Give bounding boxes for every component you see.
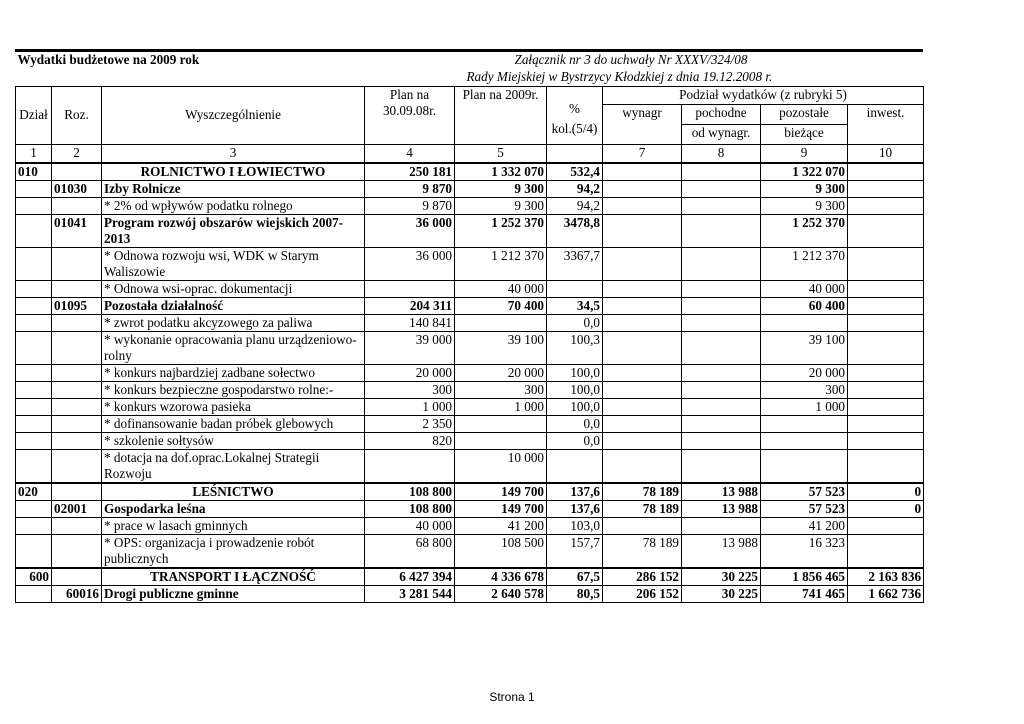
cell-poch: 30 225 — [682, 568, 761, 586]
cell-plan: 820 — [365, 432, 455, 449]
chapter-row — [16, 214, 924, 247]
cell-plan2009: 1 000 — [455, 398, 547, 415]
cell-poch — [682, 432, 761, 449]
cell-name: * konkurs najbardziej zadbane sołectwo — [102, 364, 365, 381]
cell-name: * konkurs bezpieczne gospodarstwo rolne:- — [102, 381, 365, 398]
cell-pozost: 57 523 — [761, 500, 848, 517]
cell-wynagr — [603, 432, 682, 449]
cell-plan2009: 149 700 — [455, 500, 547, 517]
cell-wynagr — [603, 180, 682, 197]
cell-plan: 108 800 — [365, 483, 455, 501]
cell-poch — [682, 517, 761, 534]
cell-wynagr — [603, 381, 682, 398]
cell-roz — [52, 432, 102, 449]
cell-poch — [682, 398, 761, 415]
cell-wynagr — [603, 314, 682, 331]
cell-wynagr: 286 152 — [603, 568, 682, 586]
cell-plan: 6 427 394 — [365, 568, 455, 586]
col-num: 7 — [603, 144, 682, 163]
cell-wynagr — [603, 163, 682, 181]
cell-pozost: 16 323 — [761, 534, 848, 568]
cell-name: * prace w lasach gminnych — [102, 517, 365, 534]
page-footer: Strona 1 — [489, 690, 535, 704]
cell-pozost — [761, 432, 848, 449]
cell-inw — [848, 381, 924, 398]
cell-wynagr — [603, 415, 682, 432]
table-row — [16, 364, 924, 381]
cell-plan2009: 10 000 — [455, 449, 547, 483]
col-header-dzial: Dział — [16, 86, 52, 144]
col-header-wyszczegolnienie: Wyszczególnienie — [102, 86, 365, 144]
cell-plan: 3 281 544 — [365, 585, 455, 602]
cell-poch: 13 988 — [682, 500, 761, 517]
cell-plan2009: 1 332 070 — [455, 163, 547, 181]
col-header-pochodne-sub: od wynagr. — [682, 124, 761, 144]
cell-dzial — [16, 381, 52, 398]
col-num: 1 — [16, 144, 52, 163]
cell-plan: 9 870 — [365, 197, 455, 214]
table-row — [16, 314, 924, 331]
cell-inw — [848, 180, 924, 197]
cell-plan: 20 000 — [365, 364, 455, 381]
cell-pct — [547, 280, 603, 297]
cell-poch: 13 988 — [682, 534, 761, 568]
col-header-pochodne: pochodne — [682, 104, 761, 124]
table-row — [16, 197, 924, 214]
cell-name: Gospodarka leśna — [102, 500, 365, 517]
cell-pct: 3367,7 — [547, 247, 603, 280]
cell-pozost: 20 000 — [761, 364, 848, 381]
cell-dzial — [16, 180, 52, 197]
cell-pozost: 9 300 — [761, 197, 848, 214]
cell-roz — [52, 247, 102, 280]
cell-name: * dotacja na dof.oprac.Lokalnej Strategii Rozwoju — [102, 449, 365, 483]
cell-plan2009: 41 200 — [455, 517, 547, 534]
cell-pct: 3478,8 — [547, 214, 603, 247]
cell-roz: 60016 — [52, 585, 102, 602]
section-row — [16, 163, 924, 181]
cell-plan2009: 1 252 370 — [455, 214, 547, 247]
col-header-podzial: Podział wydatków (z rubryki 5) — [603, 86, 924, 104]
cell-inw: 1 662 736 — [848, 585, 924, 602]
col-header-pozostale-sub: bieżące — [761, 124, 848, 144]
cell-plan: 1 000 — [365, 398, 455, 415]
cell-name: * konkurs wzorowa pasieka — [102, 398, 365, 415]
cell-roz: 01095 — [52, 297, 102, 314]
cell-dzial — [16, 449, 52, 483]
cell-inw — [848, 247, 924, 280]
cell-poch: 30 225 — [682, 585, 761, 602]
cell-roz: 02001 — [52, 500, 102, 517]
cell-inw — [848, 163, 924, 181]
cell-plan: 250 181 — [365, 163, 455, 181]
cell-wynagr — [603, 331, 682, 364]
cell-poch — [682, 449, 761, 483]
cell-plan2009: 9 300 — [455, 180, 547, 197]
cell-roz — [52, 398, 102, 415]
cell-pozost: 1 252 370 — [761, 214, 848, 247]
chapter-row — [16, 585, 924, 602]
cell-pozost: 1 856 465 — [761, 568, 848, 586]
cell-plan2009: 9 300 — [455, 197, 547, 214]
cell-pct: 137,6 — [547, 500, 603, 517]
cell-wynagr — [603, 364, 682, 381]
cell-roz — [52, 331, 102, 364]
cell-inw: 0 — [848, 483, 924, 501]
table-row — [16, 449, 924, 483]
table-row — [16, 534, 924, 568]
cell-dzial — [16, 247, 52, 280]
cell-dzial — [16, 331, 52, 364]
cell-poch: 13 988 — [682, 483, 761, 501]
cell-dzial: 600 — [16, 568, 52, 586]
cell-inw — [848, 398, 924, 415]
cell-wynagr — [603, 280, 682, 297]
cell-wynagr — [603, 247, 682, 280]
cell-dzial — [16, 280, 52, 297]
cell-pozost: 1 322 070 — [761, 163, 848, 181]
cell-pct: 94,2 — [547, 180, 603, 197]
cell-inw — [848, 432, 924, 449]
cell-pozost: 57 523 — [761, 483, 848, 501]
annex-line-1: Załącznik nr 3 do uchwały Nr XXXV/324/08 — [514, 52, 748, 67]
percent-label: % — [569, 101, 580, 116]
chapter-row — [16, 180, 924, 197]
cell-pozost: 40 000 — [761, 280, 848, 297]
cell-pozost: 1 000 — [761, 398, 848, 415]
cell-pozost — [761, 449, 848, 483]
cell-wynagr: 78 189 — [603, 500, 682, 517]
cell-plan2009: 20 000 — [455, 364, 547, 381]
cell-dzial — [16, 585, 52, 602]
cell-poch — [682, 247, 761, 280]
cell-name: * 2% od wpływów podatku rolnego — [102, 197, 365, 214]
cell-dzial — [16, 415, 52, 432]
cell-inw — [848, 314, 924, 331]
cell-plan: 36 000 — [365, 247, 455, 280]
plan-na-label: Plan na — [389, 86, 430, 102]
cell-pct: 137,6 — [547, 483, 603, 501]
table-body — [16, 163, 924, 603]
cell-poch — [682, 163, 761, 181]
col-num: 5 — [455, 144, 547, 163]
cell-plan2009: 300 — [455, 381, 547, 398]
cell-roz — [52, 534, 102, 568]
col-header-plan-2009: Plan na 2009r. — [455, 86, 547, 144]
cell-inw — [848, 415, 924, 432]
cell-poch — [682, 364, 761, 381]
page-title: Wydatki budżetowe na 2009 rok — [17, 52, 200, 67]
cell-name: Pozostała działalność — [102, 297, 365, 314]
cell-inw — [848, 197, 924, 214]
cell-dzial — [16, 214, 52, 247]
cell-roz: 01041 — [52, 214, 102, 247]
cell-pct: 100,3 — [547, 331, 603, 364]
col-header-percent — [547, 86, 603, 144]
cell-pozost — [761, 314, 848, 331]
cell-inw: 0 — [848, 500, 924, 517]
col-header-plan-na — [365, 86, 455, 144]
cell-inw — [848, 364, 924, 381]
table-row — [16, 381, 924, 398]
cell-roz — [52, 415, 102, 432]
plan-na-date: 30.09.08r. — [382, 102, 437, 118]
table-row — [16, 280, 924, 297]
cell-plan: 140 841 — [365, 314, 455, 331]
col-header-pozostale: pozostałe — [761, 104, 848, 124]
cell-dzial — [16, 197, 52, 214]
section-row — [16, 568, 924, 586]
cell-dzial: 010 — [16, 163, 52, 181]
cell-roz — [52, 314, 102, 331]
cell-roz — [52, 449, 102, 483]
cell-name: ROLNICTWO I ŁOWIECTWO — [102, 163, 365, 181]
cell-poch — [682, 280, 761, 297]
cell-name: * wykonanie opracowania planu urządzeniowo-rolny — [102, 331, 365, 364]
cell-dzial — [16, 297, 52, 314]
table-row — [16, 398, 924, 415]
cell-plan2009: 149 700 — [455, 483, 547, 501]
cell-inw — [848, 297, 924, 314]
col-num: 10 — [848, 144, 924, 163]
cell-roz: 01030 — [52, 180, 102, 197]
cell-name: LEŚNICTWO — [102, 483, 365, 501]
col-num: 2 — [52, 144, 102, 163]
cell-wynagr — [603, 197, 682, 214]
cell-plan: 39 000 — [365, 331, 455, 364]
cell-pct: 0,0 — [547, 432, 603, 449]
cell-inw — [848, 214, 924, 247]
table-row — [16, 432, 924, 449]
cell-wynagr: 78 189 — [603, 534, 682, 568]
cell-plan: 68 800 — [365, 534, 455, 568]
chapter-row — [16, 297, 924, 314]
cell-roz — [52, 568, 102, 586]
cell-pozost: 300 — [761, 381, 848, 398]
cell-wynagr: 78 189 — [603, 483, 682, 501]
cell-poch — [682, 415, 761, 432]
cell-pct: 103,0 — [547, 517, 603, 534]
cell-inw — [848, 331, 924, 364]
cell-pozost: 9 300 — [761, 180, 848, 197]
cell-wynagr: 206 152 — [603, 585, 682, 602]
table-row — [16, 415, 924, 432]
cell-poch — [682, 381, 761, 398]
cell-roz — [52, 517, 102, 534]
cell-poch — [682, 331, 761, 364]
cell-name: Program rozwój obszarów wiejskich 2007-2013 — [102, 214, 365, 247]
cell-plan: 300 — [365, 381, 455, 398]
cell-roz — [52, 163, 102, 181]
cell-name: * zwrot podatku akcyzowego za paliwa — [102, 314, 365, 331]
cell-dzial — [16, 398, 52, 415]
cell-inw — [848, 517, 924, 534]
cell-dzial — [16, 534, 52, 568]
cell-pozost: 1 212 370 — [761, 247, 848, 280]
cell-plan2009 — [455, 415, 547, 432]
col-num: 4 — [365, 144, 455, 163]
table-row — [16, 517, 924, 534]
cell-name: Izby Rolnicze — [102, 180, 365, 197]
cell-plan2009: 70 400 — [455, 297, 547, 314]
cell-plan2009: 1 212 370 — [455, 247, 547, 280]
cell-plan — [365, 449, 455, 483]
col-num: 3 — [102, 144, 365, 163]
cell-dzial — [16, 517, 52, 534]
col-header-inwest: inwest. — [848, 104, 924, 144]
cell-inw — [848, 534, 924, 568]
cell-poch — [682, 197, 761, 214]
cell-pct: 100,0 — [547, 381, 603, 398]
chapter-row — [16, 500, 924, 517]
cell-name: * dofinansowanie badan próbek glebowych — [102, 415, 365, 432]
cell-plan2009 — [455, 432, 547, 449]
cell-dzial — [16, 500, 52, 517]
cell-inw — [848, 280, 924, 297]
cell-pozost: 39 100 — [761, 331, 848, 364]
cell-plan: 108 800 — [365, 500, 455, 517]
cell-plan: 36 000 — [365, 214, 455, 247]
cell-inw — [848, 449, 924, 483]
cell-plan2009: 39 100 — [455, 331, 547, 364]
cell-poch — [682, 314, 761, 331]
cell-wynagr — [603, 517, 682, 534]
cell-pct: 157,7 — [547, 534, 603, 568]
cell-wynagr — [603, 297, 682, 314]
column-numbers-row — [16, 144, 924, 163]
cell-plan: 2 350 — [365, 415, 455, 432]
cell-roz — [52, 197, 102, 214]
table-row — [16, 331, 924, 364]
cell-dzial — [16, 364, 52, 381]
budget-sheet — [15, 49, 923, 603]
cell-pozost — [761, 415, 848, 432]
section-row — [16, 483, 924, 501]
cell-wynagr — [603, 449, 682, 483]
cell-pct: 100,0 — [547, 364, 603, 381]
cell-roz — [52, 280, 102, 297]
col-header-roz: Roz. — [52, 86, 102, 144]
cell-wynagr — [603, 398, 682, 415]
cell-plan2009: 40 000 — [455, 280, 547, 297]
cell-pct: 94,2 — [547, 197, 603, 214]
cell-inw: 2 163 836 — [848, 568, 924, 586]
cell-name: * szkolenie sołtysów — [102, 432, 365, 449]
annex-line-2: Rady Miejskiej w Bystrzycy Kłodzkiej z dnia 19.12.2008 r. — [466, 69, 773, 84]
cell-dzial — [16, 432, 52, 449]
cell-name: * Odnowa rozwoju wsi, WDK w Starym Waliszowie — [102, 247, 365, 280]
cell-pct: 532,4 — [547, 163, 603, 181]
cell-pct: 67,5 — [547, 568, 603, 586]
cell-plan: 40 000 — [365, 517, 455, 534]
col-header-wynagr: wynagr — [603, 104, 682, 144]
percent-sub-label: kol.(5/4) — [551, 121, 598, 136]
cell-name: * OPS: organizacja i prowadzenie robót publicznych — [102, 534, 365, 568]
col-num — [547, 144, 603, 163]
cell-dzial: 020 — [16, 483, 52, 501]
cell-plan2009: 4 336 678 — [455, 568, 547, 586]
cell-pct: 80,5 — [547, 585, 603, 602]
cell-name: Drogi publiczne gminne — [102, 585, 365, 602]
cell-poch — [682, 180, 761, 197]
cell-pct: 34,5 — [547, 297, 603, 314]
cell-roz — [52, 381, 102, 398]
cell-plan2009: 108 500 — [455, 534, 547, 568]
cell-wynagr — [603, 214, 682, 247]
cell-roz — [52, 483, 102, 501]
table-row — [16, 247, 924, 280]
col-num: 8 — [682, 144, 761, 163]
col-num: 9 — [761, 144, 848, 163]
cell-name: * Odnowa wsi-oprac. dokumentacji — [102, 280, 365, 297]
cell-pct: 0,0 — [547, 415, 603, 432]
cell-plan — [365, 280, 455, 297]
cell-plan: 204 311 — [365, 297, 455, 314]
cell-pct: 0,0 — [547, 314, 603, 331]
cell-name: TRANSPORT I ŁĄCZNOŚĆ — [102, 568, 365, 586]
cell-pozost: 60 400 — [761, 297, 848, 314]
cell-plan: 9 870 — [365, 180, 455, 197]
cell-pct — [547, 449, 603, 483]
budget-table — [15, 52, 924, 603]
cell-roz — [52, 364, 102, 381]
cell-plan2009 — [455, 314, 547, 331]
cell-pct: 100,0 — [547, 398, 603, 415]
cell-dzial — [16, 314, 52, 331]
cell-plan2009: 2 640 578 — [455, 585, 547, 602]
cell-pozost: 41 200 — [761, 517, 848, 534]
cell-poch — [682, 214, 761, 247]
cell-pozost: 741 465 — [761, 585, 848, 602]
cell-poch — [682, 297, 761, 314]
